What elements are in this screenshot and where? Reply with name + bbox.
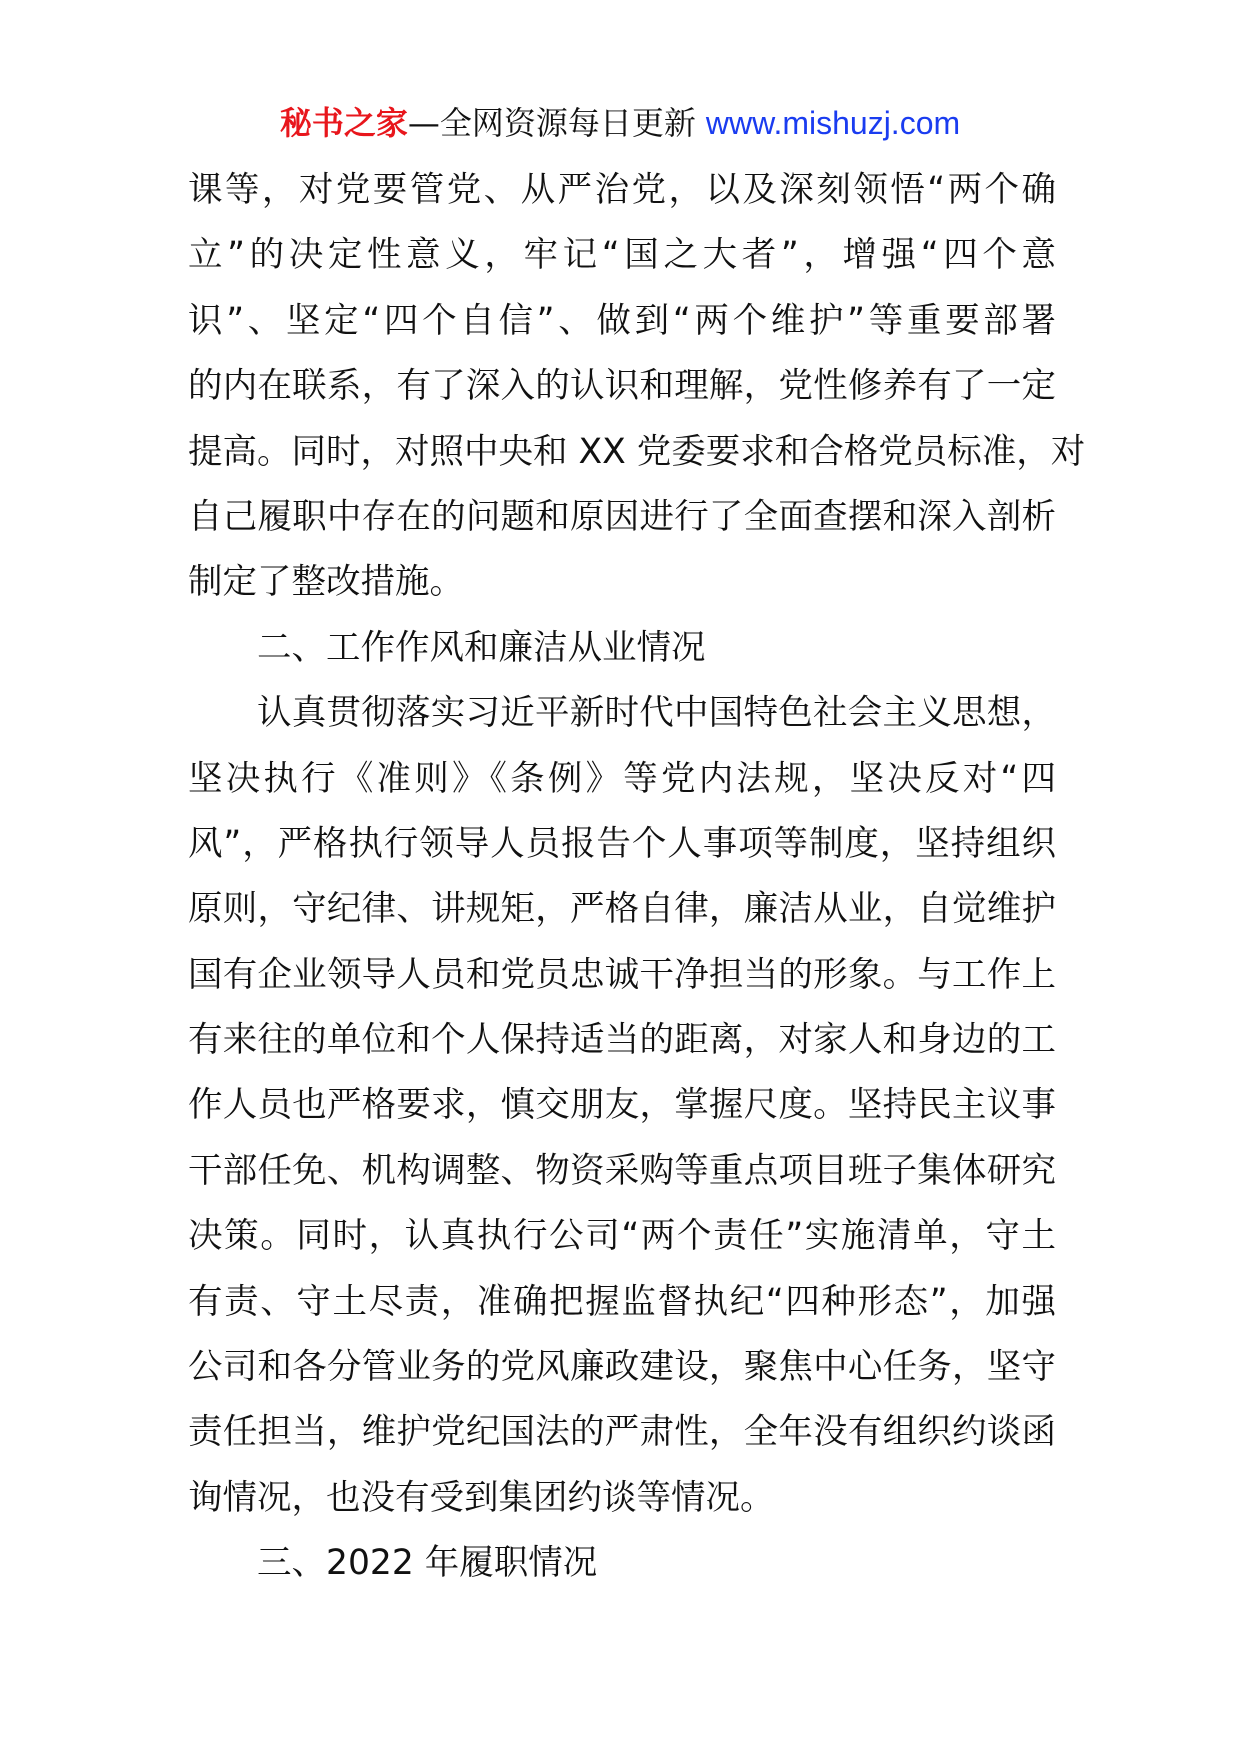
paragraph-line: 自己履职中存在的问题和原因进行了全面查摆和深入剖析 [188,496,1056,537]
paragraph-line: 的内在联系，有了深入的认识和理解，党性修养有了一定 [188,366,1056,407]
document-body [188,158,1086,1597]
paragraph-line: 立”的决定性意义，牢记“国之大者”，增强“四个意 [188,235,1056,276]
paragraph-line: 有责、守土尽责，准确把握监督执纪“四种形态”，加强 [188,1281,1056,1322]
page-header [0,100,1240,146]
paragraph-line: 作人员也严格要求，慎交朋友，掌握尺度。坚持民主议事 [188,1085,1056,1126]
brand-name: 秘书之家 [279,104,408,142]
section-heading: 二、工作作风和廉洁从业情况 [257,627,706,668]
paragraph-line: 责任担当，维护党纪国法的严肃性，全年没有组织约谈函 [188,1412,1056,1453]
paragraph-line: 制定了整改措施。 [188,562,464,603]
paragraph-line: 决策。同时，认真执行公司“两个责任”实施清单，守土 [188,1216,1056,1257]
paragraph-line: 干部任免、机构调整、物资采购等重点项目班子集体研究 [188,1150,1056,1191]
paragraph-line: 坚决执行《准则》《条例》等党内法规，坚决反对“四 [188,758,1056,799]
paragraph-line: 原则，守纪律、讲规矩，严格自律，廉洁从业，自觉维护 [188,889,1056,930]
paragraph-line: 认真贯彻落实习近平新时代中国特色社会主义思想， [257,693,1056,734]
paragraph-line: 国有企业领导人员和党员忠诚干净担当的形象。与工作上 [188,954,1056,995]
paragraph-line: 课等，对党要管党、从严治党，以及深刻领悟“两个确 [188,170,1056,210]
paragraph-line: 风”，严格执行领导人员报告个人事项等制度，坚持组织 [188,823,1056,864]
paragraph-line: 询情况，也没有受到集团约谈等情况。 [188,1477,775,1518]
paragraph-line: 提高。同时，对照中央和 XX 党委要求和合格党员标准，对 [188,431,1086,472]
paragraph-line: 公司和各分管业务的党风廉政建设，聚焦中心任务，坚守 [188,1347,1056,1388]
section-heading: 三、2022 年履职情况 [257,1543,598,1584]
paragraph-line: 识”、坚定“四个自信”、做到“两个维护”等重要部署 [188,300,1056,341]
header-slogan: —全网资源每日更新 [407,104,696,142]
website-link[interactable]: www.mishuzj.com [705,105,961,141]
paragraph-line: 有来往的单位和个人保持适当的距离，对家人和身边的工 [188,1020,1056,1061]
